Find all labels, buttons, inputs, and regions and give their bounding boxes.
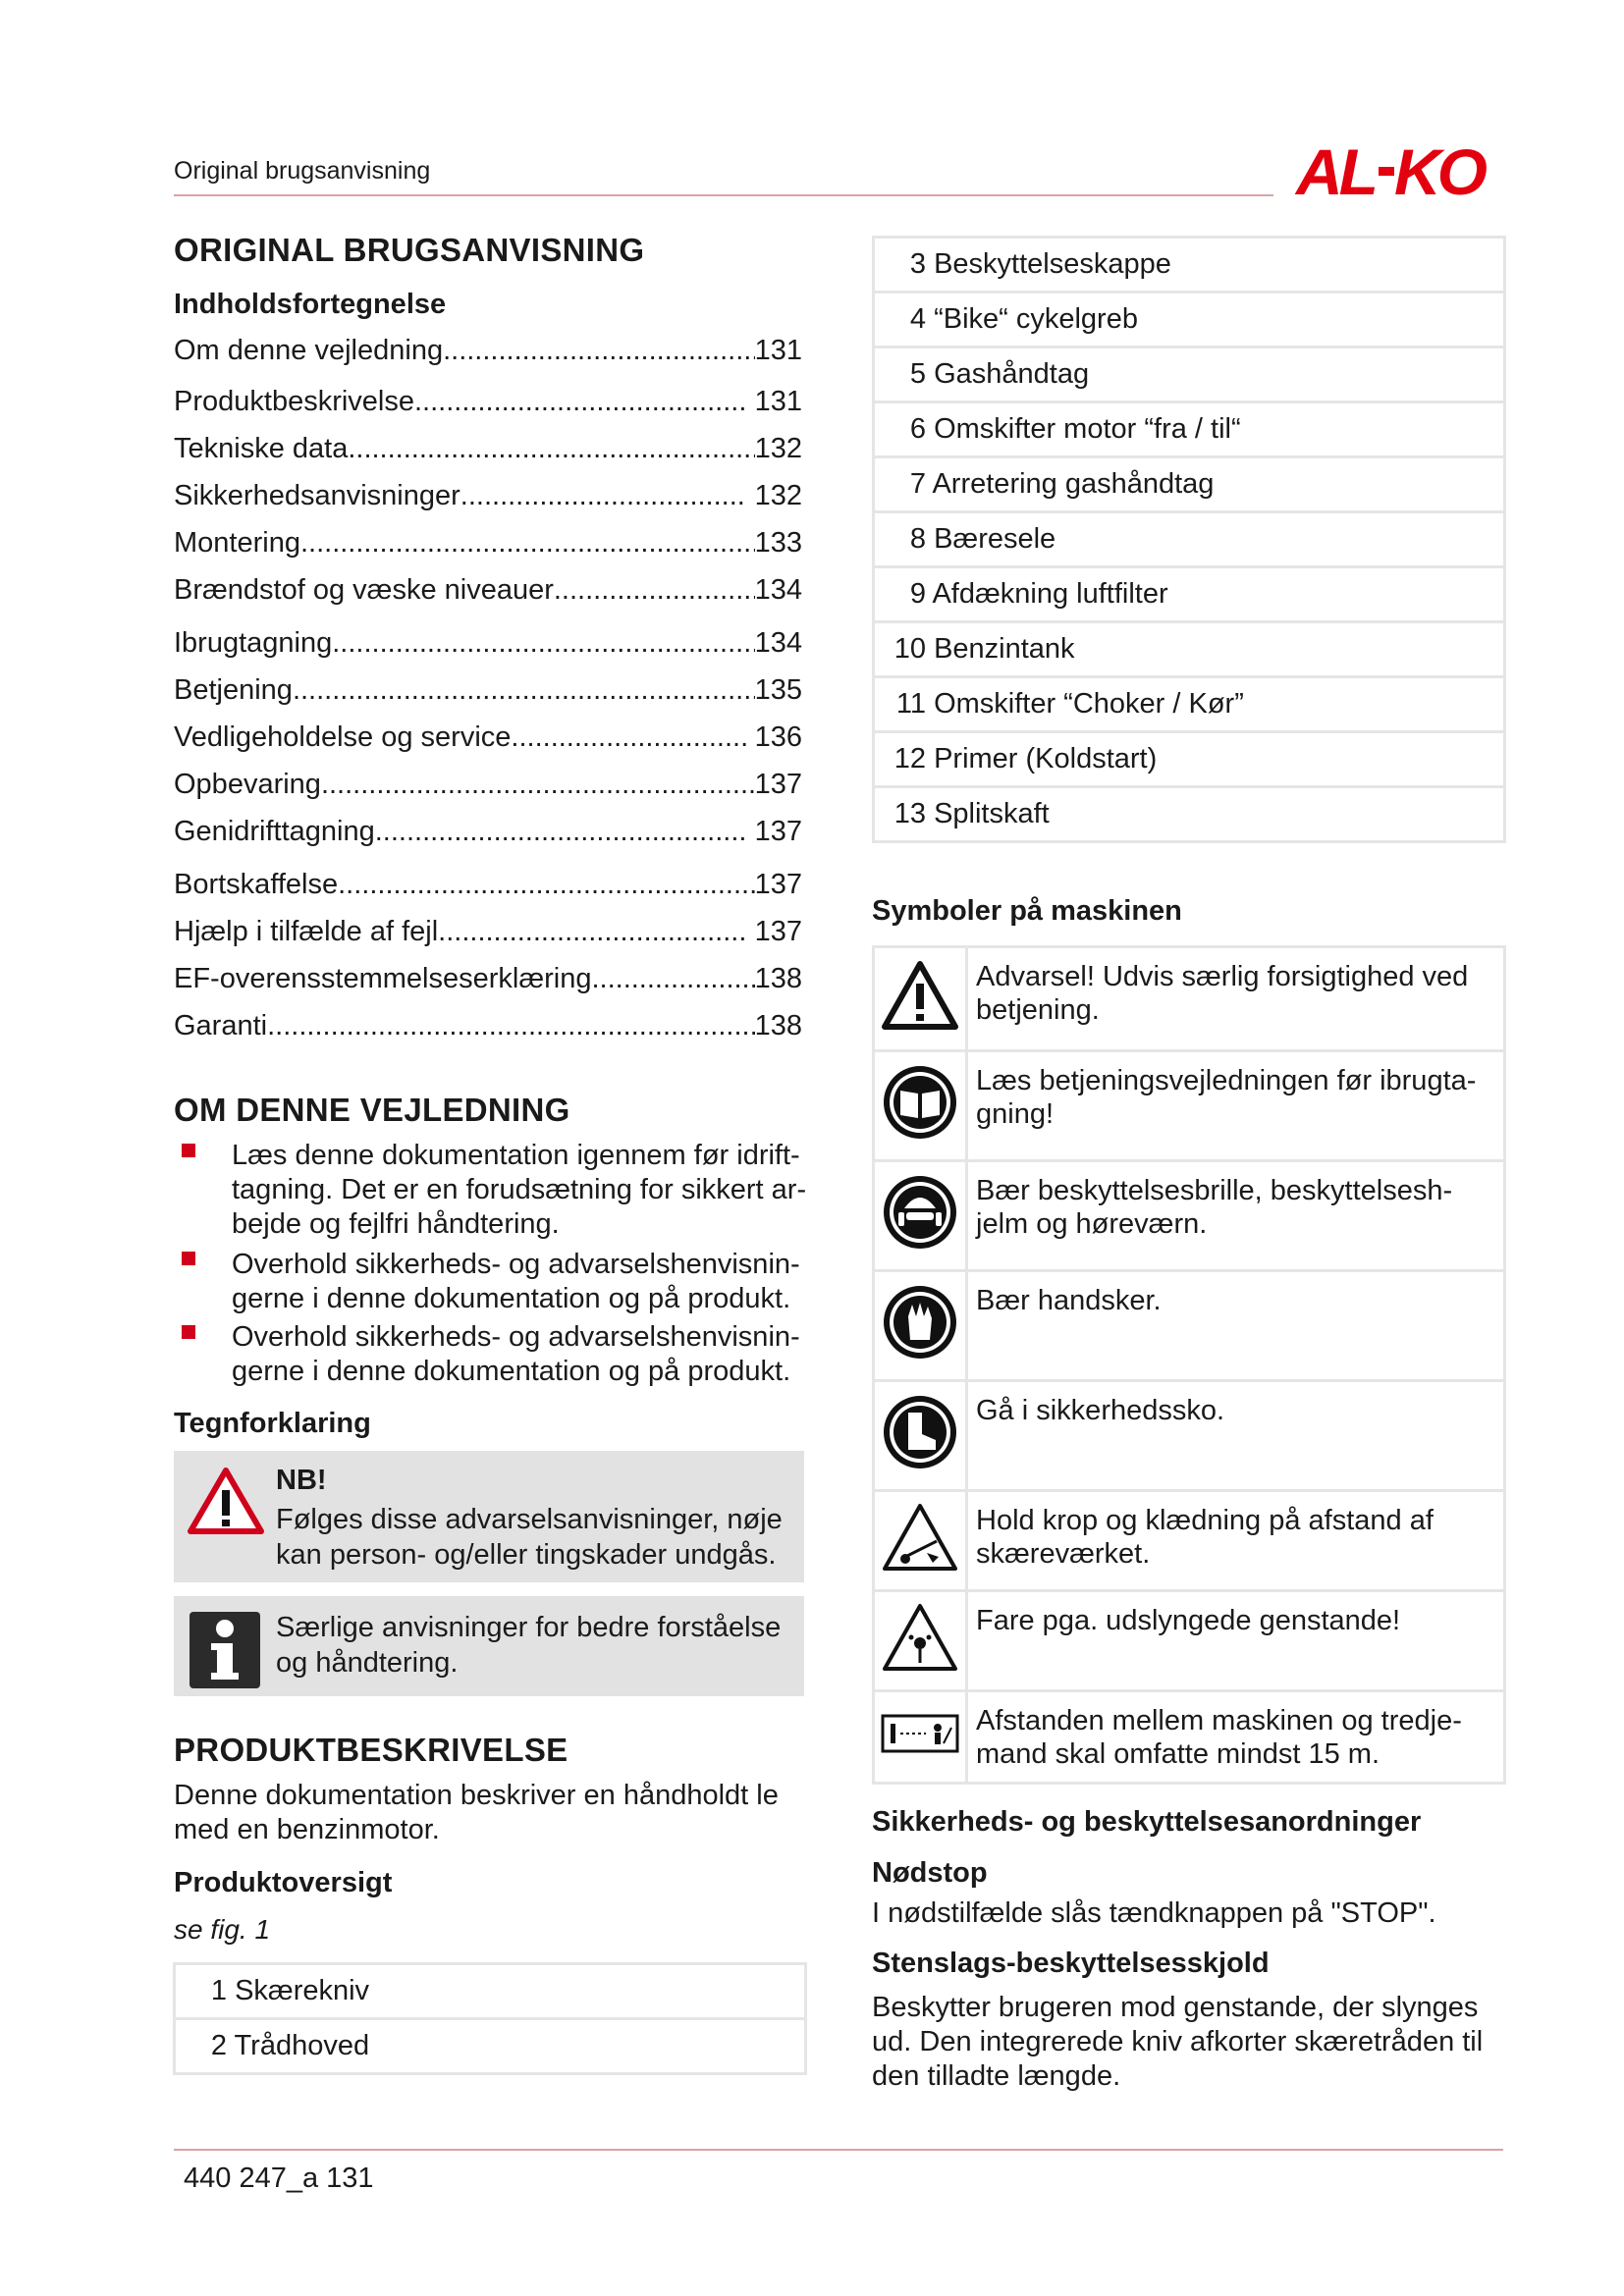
toc-leader-dots xyxy=(375,816,747,848)
toc-entry-title: Produktbeskrivelse xyxy=(174,386,414,417)
bullet-item: Læs denne dokumentation igennem før idrift- tagning. Det er en forudsætning for sikkert ar- bejde og fejlfri håndtering. xyxy=(232,1140,807,1240)
note-line: Følges disse advarselsanvisninger, nøje xyxy=(276,1504,783,1535)
symbols-title: Symboler på maskinen xyxy=(872,895,1182,927)
table-row: Fare pga. udslyngede genstande! xyxy=(874,1591,1505,1691)
warning-triangle-icon xyxy=(882,960,958,1031)
main-title: ORIGINAL BRUGSANVISNING xyxy=(174,232,645,268)
toc-entry-title: Tekniske data xyxy=(174,433,349,464)
footer-doc-number: 440 247_a 131 xyxy=(184,2163,374,2194)
toc-entry-title: Betjening xyxy=(174,674,293,706)
toc-entry[interactable] xyxy=(174,433,802,465)
note-title: NB! xyxy=(276,1465,327,1496)
overview-title: Produktoversigt xyxy=(174,1867,393,1898)
toc-entry[interactable] xyxy=(174,963,802,995)
toc-entry-page: 134 xyxy=(754,574,802,606)
toc-entry-title: Brændstof og væske niveauer xyxy=(174,574,554,606)
toc-leader-dots xyxy=(267,1010,755,1042)
table-row: 13 Splitskaft xyxy=(874,787,1505,842)
toc-entry[interactable] xyxy=(174,869,802,901)
toc-entry[interactable] xyxy=(174,721,802,754)
footer-divider xyxy=(174,2149,1503,2151)
legend-title: Tegnforklaring xyxy=(174,1408,371,1439)
toc-entry[interactable] xyxy=(174,627,802,660)
table-row: Advarsel! Udvis særlig forsigtighed ved betjening. xyxy=(874,947,1505,1051)
toc-entry-page: 135 xyxy=(754,674,802,706)
toc-entry[interactable] xyxy=(174,916,802,948)
toc-entry-page: 134 xyxy=(754,627,802,659)
toc-leader-dots xyxy=(293,674,755,707)
toc-entry-title: Genidrifttagning xyxy=(174,816,375,847)
table-row: 7 Arretering gashåndtag xyxy=(874,457,1505,512)
table-row: 3 Beskyttelseskappe xyxy=(874,238,1505,293)
table-row: Hold krop og klædning på afstand af skæreværket. xyxy=(874,1491,1505,1591)
distance-15m-icon xyxy=(881,1714,959,1753)
table-row: Læs betjeningsvejledningen før ibrugta- gning! xyxy=(874,1051,1505,1161)
emergency-stop-title: Nødstop xyxy=(872,1857,988,1889)
flying-objects-warning-icon xyxy=(882,1602,958,1673)
toc-entry-page: 137 xyxy=(746,816,802,847)
header-divider xyxy=(174,194,1273,196)
table-row: 2 Trådhoved xyxy=(175,2019,806,2074)
table-row: 9 Afdækning luftfilter xyxy=(874,567,1505,622)
header-title: Original brugsanvisning xyxy=(174,157,431,185)
table-row: 5 Gashåndtag xyxy=(874,347,1505,402)
toc-entry-page: 131 xyxy=(746,386,802,417)
toc-leader-dots xyxy=(511,721,746,754)
toc-entry-title: Sikkerhedsanvisninger xyxy=(174,480,460,511)
toc-entry[interactable] xyxy=(174,480,802,512)
toc-leader-dots xyxy=(300,527,755,560)
toc-entry-title: Bortskaffelse xyxy=(174,869,339,900)
parts-table-left xyxy=(173,1962,807,2075)
toc-entry[interactable] xyxy=(174,1010,802,1042)
toc-leader-dots xyxy=(414,386,747,418)
bullet-marker xyxy=(182,1144,195,1157)
toc-leader-dots xyxy=(443,335,755,367)
toc-leader-dots xyxy=(332,627,754,660)
warning-icon xyxy=(188,1467,264,1535)
table-row: 1 Skærekniv xyxy=(175,1964,806,2019)
table-row: 12 Primer (Koldstart) xyxy=(874,732,1505,787)
toc-entry[interactable] xyxy=(174,674,802,707)
info-note xyxy=(174,1596,804,1696)
head-protection-icon xyxy=(881,1173,959,1252)
toc-entry-page: 131 xyxy=(754,335,802,366)
info-icon xyxy=(189,1612,260,1688)
toc-entry-page: 133 xyxy=(754,527,802,559)
al-ko-logo xyxy=(1294,137,1502,206)
note-line: og håndtering. xyxy=(276,1647,459,1679)
toc-entry-page: 138 xyxy=(754,1010,802,1041)
toc-entry[interactable] xyxy=(174,335,802,367)
read-manual-icon xyxy=(881,1063,959,1142)
safety-title: Sikkerheds- og beskyttelsesanordninger xyxy=(872,1806,1422,1838)
toc-entry-title: EF-overensstemmelseserklæring xyxy=(174,963,592,994)
about-title: OM DENNE VEJLEDNING xyxy=(174,1092,570,1128)
table-row: Bær beskyttelsesbrille, beskyttelsesh- jelm og høreværn. xyxy=(874,1161,1505,1271)
shield-title: Stenslags-beskyttelsesskjold xyxy=(872,1948,1270,1979)
table-row: Bær handsker. xyxy=(874,1271,1505,1381)
toc-entry-title: Om denne vejledning xyxy=(174,335,444,366)
toc-leader-dots xyxy=(321,769,755,801)
table-row: Afstanden mellem maskinen og tredje- mand skal omfatte mindst 15 m. xyxy=(874,1691,1505,1784)
bullet-marker xyxy=(182,1325,195,1339)
toc-entry-page: 138 xyxy=(754,963,802,994)
overview-reference: se fig. 1 xyxy=(174,1914,271,1945)
note-line: Særlige anvisninger for bedre forståelse xyxy=(276,1612,782,1643)
toc-entry-title: Hjælp i tilfælde af fejl xyxy=(174,916,439,947)
toc-entry[interactable] xyxy=(174,574,802,607)
toc-entry-page: 136 xyxy=(746,721,802,753)
svg-text:KO: KO xyxy=(1394,137,1484,206)
toc-leader-dots xyxy=(591,963,754,995)
bullet-marker xyxy=(182,1252,195,1265)
symbols-table xyxy=(872,945,1506,1785)
note-line: kan person- og/eller tingskader undgås. xyxy=(276,1539,777,1571)
product-title: PRODUKTBESKRIVELSE xyxy=(174,1732,568,1768)
cutting-blade-warning-icon xyxy=(882,1502,958,1573)
parts-table-right xyxy=(872,236,1506,843)
toc-entry-title: Ibrugtagning xyxy=(174,627,333,659)
bullet-item: Overhold sikkerheds- og advarselshenvisnin- gerne i denne dokumentation og på produkt. xyxy=(232,1249,800,1314)
table-row: Gå i sikkerhedssko. xyxy=(874,1381,1505,1491)
warning-note xyxy=(174,1451,804,1582)
toc-entry-title: Vedligeholdelse og service xyxy=(174,721,512,753)
toc-leader-dots xyxy=(460,480,747,512)
toc-entry-page: 137 xyxy=(746,916,802,947)
toc-leader-dots xyxy=(348,433,754,465)
toc-leader-dots xyxy=(554,574,755,607)
toc-entry[interactable] xyxy=(174,386,802,418)
toc-entry[interactable] xyxy=(174,769,802,801)
toc-entry-title: Montering xyxy=(174,527,300,559)
gloves-icon xyxy=(881,1283,959,1362)
toc-entry-page: 132 xyxy=(746,480,802,511)
toc-title: Indholdsfortegnelse xyxy=(174,289,447,320)
toc-entry-page: 137 xyxy=(754,869,802,900)
safety-boots-icon xyxy=(881,1393,959,1471)
toc-entry-title: Opbevaring xyxy=(174,769,321,800)
bullet-item: Overhold sikkerheds- og advarselshenvisnin- gerne i denne dokumentation og på produkt. xyxy=(232,1321,800,1387)
table-row: 11 Omskifter “Choker / Kør” xyxy=(874,677,1505,732)
toc-entry-page: 132 xyxy=(754,433,802,464)
table-row: 10 Benzintank xyxy=(874,622,1505,677)
svg-text:AL: AL xyxy=(1296,137,1375,206)
toc-entry-title: Garanti xyxy=(174,1010,268,1041)
emergency-stop-text: I nødstilfælde slås tændknappen på "STOP". xyxy=(872,1897,1436,1929)
toc-entry-page: 137 xyxy=(754,769,802,800)
toc-leader-dots xyxy=(338,869,755,901)
product-text: Denne dokumentation beskriver en håndholdt le med en benzinmotor. xyxy=(174,1780,779,1845)
shield-text: Beskytter brugeren mod genstande, der slynges ud. Den integrerede kniv afkorter skæretråden til den tilladte længde. xyxy=(872,1992,1484,2092)
table-row: 4 “Bike“ cykelgreb xyxy=(874,293,1505,347)
toc-entry[interactable] xyxy=(174,527,802,560)
toc-entry[interactable] xyxy=(174,816,802,848)
table-row: 6 Omskifter motor “fra / til“ xyxy=(874,402,1505,457)
toc-leader-dots xyxy=(438,916,746,948)
table-row: 8 Bæresele xyxy=(874,512,1505,567)
